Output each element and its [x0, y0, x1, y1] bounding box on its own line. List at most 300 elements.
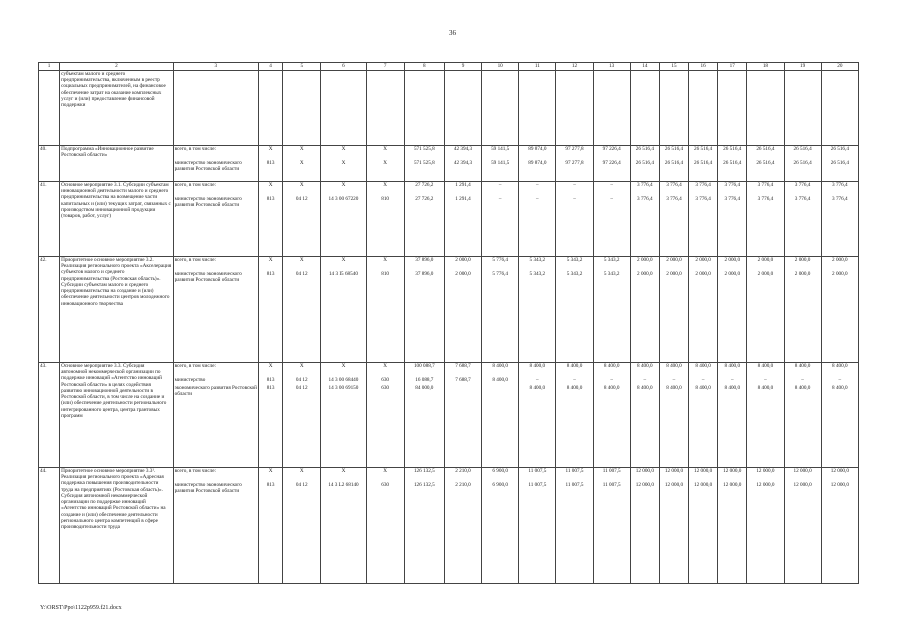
value: 26 516,4: [830, 160, 849, 166]
value: 26 516,4: [635, 160, 654, 166]
value: 3 776,4: [666, 196, 682, 202]
executor-line: всего, в том числе:: [174, 146, 216, 152]
value-cell: [444, 71, 481, 146]
executor-line: всего, в том числе:: [174, 363, 216, 369]
executor-cell: [173, 146, 258, 182]
value: X: [268, 468, 273, 474]
value: 126 132,5: [413, 468, 435, 474]
value-cell: [718, 468, 747, 584]
value: 26 516,4: [694, 160, 713, 166]
column-number: 11: [519, 63, 556, 71]
value: [483, 385, 517, 393]
value: 100 088,7: [413, 363, 435, 369]
value: 5 343,2: [566, 271, 583, 277]
value: 810: [381, 271, 390, 277]
row-number: 42.: [39, 257, 60, 363]
table-row: [39, 146, 859, 182]
value: 11 007,5: [528, 468, 547, 474]
value: –: [573, 182, 576, 188]
measure-name: Подпрограмма «Инновационное развитие Ростовской области»: [60, 146, 174, 182]
value-cell: [366, 257, 404, 363]
value-cell: [689, 146, 718, 182]
value: –: [573, 377, 576, 383]
value-cell: [784, 363, 821, 468]
value-cell: [283, 257, 321, 363]
table-row: [39, 71, 859, 146]
value: 26 516,4: [793, 160, 812, 166]
value-cell: [259, 468, 283, 584]
column-number: 19: [784, 63, 821, 71]
value-cell: [519, 468, 556, 584]
value: 8 400,0: [637, 363, 653, 369]
value-cell: [444, 182, 481, 257]
value: 5 343,2: [566, 257, 583, 263]
value: 12 000,0: [756, 468, 775, 474]
value: 5 343,2: [603, 257, 620, 263]
value: X: [299, 146, 304, 152]
value-cell: [404, 468, 444, 584]
value: 2 000,0: [695, 271, 711, 277]
value: 12 000,0: [635, 482, 654, 488]
value: 813: [266, 271, 275, 277]
value-cell: [593, 468, 630, 584]
value: 8 400,0: [529, 363, 546, 369]
value-cell: [482, 468, 519, 584]
value: 3 776,4: [794, 196, 811, 202]
value: X: [268, 146, 273, 152]
value-cell: [259, 146, 283, 182]
value: 8 400,0: [492, 377, 508, 383]
column-number: 6: [321, 63, 366, 71]
value-cell: [519, 257, 556, 363]
value: 26 516,4: [756, 160, 775, 166]
value-cell: [259, 257, 283, 363]
value: –: [573, 196, 576, 202]
value-cell: [259, 363, 283, 468]
value: 26 516,4: [723, 160, 742, 166]
value: 2 000,0: [724, 257, 741, 263]
value-cell: [259, 71, 283, 146]
value: 26 516,4: [830, 146, 849, 152]
value: –: [730, 377, 734, 383]
value: 2 000,0: [757, 257, 774, 263]
value: 2 000,0: [794, 257, 811, 263]
value-cell: [366, 182, 404, 257]
executor-line: всего, в том числе:: [174, 257, 216, 263]
executor-cell: [173, 257, 258, 363]
value-cell: [366, 71, 404, 146]
value-cell: [404, 257, 444, 363]
value: 11 007,5: [528, 482, 547, 488]
value: 12 000,0: [793, 468, 812, 474]
value: 97 226,4: [602, 146, 621, 152]
value-cell: [689, 71, 718, 146]
value-cell: [718, 71, 747, 146]
value: X: [268, 363, 273, 369]
value-cell: [321, 71, 366, 146]
value: 6 900,0: [492, 482, 508, 488]
value: X: [299, 257, 304, 263]
value-cell: [444, 363, 481, 468]
value: 3 776,4: [794, 182, 811, 188]
value: X: [299, 160, 304, 166]
value: 26 516,4: [723, 146, 742, 152]
value-cell: [689, 363, 718, 468]
column-number: 3: [173, 63, 258, 71]
value: 3 776,4: [724, 182, 741, 188]
value: 26 516,4: [664, 160, 684, 166]
value: 12 000,0: [723, 482, 742, 488]
executor-line: министерство экономического развития Ростовской области: [174, 271, 242, 284]
value: X: [299, 468, 304, 474]
executor-cell: [173, 182, 258, 257]
value: 12 000,0: [830, 482, 849, 488]
value-cell: [689, 468, 718, 584]
value: 04 12: [295, 196, 308, 202]
executor-line: министерство: [174, 377, 206, 383]
value: X: [383, 160, 387, 166]
executor-cell: [173, 468, 258, 584]
value-cell: [556, 363, 593, 468]
value: –: [672, 377, 676, 383]
value: –: [801, 377, 804, 383]
value-cell: [784, 71, 821, 146]
value-cell: [689, 182, 718, 257]
value-cell: [630, 71, 659, 146]
value: 14 3 L2 68140: [328, 482, 359, 488]
value-cell: [482, 182, 519, 257]
value: 571 525,8: [413, 146, 435, 152]
value: 89 874,0: [528, 146, 547, 152]
value: 2 000,0: [724, 271, 741, 277]
table-row: [39, 363, 859, 468]
value: 5 776,4: [492, 257, 508, 263]
executor-cell: [173, 363, 258, 468]
value: 630: [381, 482, 390, 488]
value: 2 210,0: [455, 482, 471, 488]
value-cell: [404, 182, 444, 257]
value: –: [643, 377, 647, 383]
column-number: 16: [689, 63, 718, 71]
value: 12 000,0: [635, 468, 654, 474]
value-cell: [821, 146, 858, 182]
executor-cell: [173, 71, 258, 146]
executor-line: министерство экономического развития Ростовской области: [174, 482, 242, 495]
value: 3 776,4: [724, 196, 741, 202]
column-number: 7: [366, 63, 404, 71]
value: 3 776,4: [832, 182, 848, 188]
value: 813: [266, 196, 275, 202]
value-cell: [519, 146, 556, 182]
value: X: [383, 182, 387, 188]
value: 8 400,0: [566, 363, 583, 369]
value: 97 277,8: [565, 146, 584, 152]
value-cell: [404, 71, 444, 146]
value: 8 400,0: [695, 363, 711, 369]
file-path-footer: Y:\ORST\Ppo\1122p959.f21.docx: [40, 605, 122, 611]
value: 2 000,0: [637, 257, 653, 263]
value: 14 3 00 68440: [328, 377, 359, 383]
value-cell: [482, 363, 519, 468]
value-cell: [321, 257, 366, 363]
value: 2 000,0: [832, 257, 848, 263]
table-row: [39, 182, 859, 257]
value: 2 000,0: [757, 271, 774, 277]
column-number: 2: [60, 63, 174, 71]
value-cell: [593, 71, 630, 146]
value-cell: [747, 257, 784, 363]
value: X: [341, 363, 346, 369]
value: 37 896,0: [415, 257, 434, 263]
value: 12 000,0: [756, 482, 775, 488]
value: 2 000,0: [794, 271, 811, 277]
value: X: [341, 160, 346, 166]
value-cell: [321, 468, 366, 584]
value: 59 141,5: [491, 160, 510, 166]
value: 5 343,2: [603, 271, 620, 277]
value-cell: [321, 146, 366, 182]
value-cell: [556, 468, 593, 584]
value: X: [383, 363, 387, 369]
value: 3 776,4: [637, 182, 653, 188]
value: 2 000,0: [637, 271, 653, 277]
value: 2 000,0: [666, 257, 682, 263]
value-cell: [259, 182, 283, 257]
value: 2 000,0: [455, 271, 471, 277]
executor-line: всего, в том числе:: [174, 182, 216, 188]
value: 12 000,0: [830, 468, 849, 474]
value: 59 141,5: [491, 146, 510, 152]
column-number: 14: [630, 63, 659, 71]
value: 5 343,2: [529, 257, 546, 263]
column-number: 18: [747, 63, 784, 71]
value-cell: [784, 257, 821, 363]
value-cell: [519, 71, 556, 146]
value: X: [383, 257, 387, 263]
measure-name: Основное мероприятие 3.3. Субсидия автономной некоммерческой организации по поддержке инноваций «Агентство инноваций Ростовской области» в целях содействия развитию инновационной деятельности в Ростовской области, в том числе на создание и (или) обеспечение деятельности регионального интегрированного центра, центра грантовых программ: [60, 363, 174, 468]
value-cell: [821, 182, 858, 257]
value: –: [536, 196, 539, 202]
value-cell: [404, 363, 444, 468]
value: 16 088,7: [415, 377, 434, 383]
value-cell: [747, 182, 784, 257]
value-cell: [321, 363, 366, 468]
value: X: [383, 468, 387, 474]
value: 810: [381, 196, 390, 202]
value-cell: [556, 257, 593, 363]
value: X: [341, 468, 346, 474]
value: 12 000,0: [664, 482, 684, 488]
column-number: 8: [404, 63, 444, 71]
value: X: [341, 257, 346, 263]
column-number: 17: [718, 63, 747, 71]
value: –: [701, 377, 705, 383]
value: 26 516,4: [694, 146, 713, 152]
value-cell: [630, 182, 659, 257]
value-cell: [718, 363, 747, 468]
value: 2 000,0: [832, 271, 848, 277]
executor-line: министерство экономического развития Ростовской области: [174, 160, 242, 173]
value: 84 000,0: [415, 385, 434, 391]
value: 8 400,0: [757, 385, 774, 391]
value: 3 776,4: [757, 182, 774, 188]
value: 630: [381, 377, 390, 383]
value: [446, 385, 480, 393]
column-number: 4: [259, 63, 283, 71]
value: 11 007,5: [565, 482, 584, 488]
value-cell: [593, 257, 630, 363]
page-number: 36: [449, 29, 456, 37]
value: X: [383, 146, 387, 152]
value: X: [341, 182, 346, 188]
value: 2 000,0: [666, 271, 682, 277]
value: 3 776,4: [695, 182, 711, 188]
column-number: 12: [556, 63, 593, 71]
value-cell: [821, 363, 858, 468]
value: –: [838, 377, 842, 383]
value: 8 400,0: [832, 385, 848, 391]
value-cell: [821, 468, 858, 584]
value-cell: [321, 182, 366, 257]
row-number: 44.: [39, 468, 60, 584]
value: 12 000,0: [723, 468, 742, 474]
value-cell: [593, 363, 630, 468]
value: 3 776,4: [757, 196, 774, 202]
executor-line: министерство экономического развития Ростовской области: [174, 196, 242, 209]
value: 8 400,0: [566, 385, 583, 391]
value: 11 007,5: [602, 468, 621, 474]
value: 04 12: [295, 271, 308, 277]
value-cell: [821, 71, 858, 146]
value: 42 394,3: [453, 146, 473, 152]
value-cell: [366, 146, 404, 182]
value: 3 776,4: [695, 196, 711, 202]
column-number: 20: [821, 63, 858, 71]
value-cell: [718, 182, 747, 257]
value: 2 000,0: [695, 257, 711, 263]
value-cell: [482, 146, 519, 182]
value: 14 3 00 69150: [328, 385, 359, 391]
value: 8 400,0: [666, 363, 682, 369]
value: 89 874,0: [528, 160, 547, 166]
value-cell: [718, 257, 747, 363]
value: –: [610, 196, 613, 202]
value: 3 776,4: [832, 196, 848, 202]
value: 5 343,2: [529, 271, 546, 277]
column-number: 5: [283, 63, 321, 71]
value-cell: [482, 257, 519, 363]
value: 14 3 I5 68540: [328, 271, 358, 277]
value-cell: [630, 257, 659, 363]
value: 6 900,0: [492, 468, 508, 474]
value: –: [610, 377, 613, 383]
value-cell: [366, 468, 404, 584]
measure-name: Основное мероприятие 3.1. Субсидии субъектам инновационной деятельности малого и среднего предпринимательства на возмещение части капитальных и (или) текущих затрат, связанных с производством инновационной продукции (товаров, работ, услуг): [60, 182, 174, 257]
value: 26 516,4: [664, 146, 684, 152]
value: 7 688,7: [455, 363, 471, 369]
value-cell: [747, 468, 784, 584]
value: 12 000,0: [664, 468, 684, 474]
value: 5 776,4: [492, 271, 508, 277]
value-cell: [784, 468, 821, 584]
executor-line: всего, в том числе:: [174, 468, 216, 474]
value: 14 3 00 67220: [328, 196, 359, 202]
value: X: [299, 363, 304, 369]
value-cell: [283, 71, 321, 146]
value-cell: [556, 182, 593, 257]
value: 8 400,0: [666, 385, 682, 391]
value: 12 000,0: [793, 482, 812, 488]
value: 126 132,5: [413, 482, 435, 488]
value-cell: [283, 363, 321, 468]
value-cell: [659, 71, 688, 146]
value: 04 12: [295, 385, 308, 391]
value-cell: [556, 71, 593, 146]
value: 2 000,0: [455, 257, 471, 263]
measure-name: Приоритетное основное мероприятие 3.3¹. Реализация регионального проекта «Адресная поддержка повышения производительности труда на предприятиях (Ростовская область)». Субсидия автономной некоммерческой организации по поддержке инноваций «Агентство инноваций Ростовской области» на создание и (или) обеспечение деятельности регионального центра компетенций в сфере производительности труда: [60, 468, 174, 584]
value: 813: [266, 385, 275, 391]
value: 8 400,0: [794, 363, 811, 369]
value-cell: [519, 363, 556, 468]
value: 7 688,7: [455, 377, 471, 383]
value: –: [610, 182, 613, 188]
value-cell: [747, 71, 784, 146]
value-cell: [659, 146, 688, 182]
value: 2 210,0: [455, 468, 471, 474]
value: X: [299, 182, 304, 188]
value-cell: [519, 182, 556, 257]
value: 8 400,0: [637, 385, 653, 391]
value-cell: [404, 146, 444, 182]
measure-name: Приоритетное основное мероприятие 3.2. Реализация регионального проекта «Акселерация субъектов малого и среднего предпринимательства (Ростовская область)». Субсидии субъектам малого и среднего предпринимательства на создание и (или) обеспечение деятельности центров молодежного инновационного творчества: [60, 257, 174, 363]
value-cell: [593, 146, 630, 182]
value-cell: [556, 146, 593, 182]
value: –: [498, 182, 502, 188]
value: 26 516,4: [635, 146, 654, 152]
value-cell: [630, 146, 659, 182]
column-number-row: [39, 63, 859, 71]
value: 1 291,4: [455, 196, 471, 202]
value: 8 400,0: [492, 363, 508, 369]
value-cell: [689, 257, 718, 363]
value: 3 776,4: [637, 196, 653, 202]
value-cell: [366, 363, 404, 468]
value-cell: [444, 146, 481, 182]
value: 26 516,4: [756, 146, 775, 152]
column-number: 13: [593, 63, 630, 71]
value: 630: [381, 385, 390, 391]
value: 11 007,5: [602, 482, 621, 488]
value: 571 525,8: [413, 160, 435, 166]
value-cell: [283, 182, 321, 257]
value: X: [268, 257, 273, 263]
row-number: [39, 71, 60, 146]
measure-name: субъектам малого и среднего предпринимательства, включенным в реестр социальных предпринимателей, на финансовое обеспечение затрат на оказание комплексных услуг и (или) предоставление финансовой поддержки: [60, 71, 174, 146]
value: 27 726,2: [415, 196, 434, 202]
column-number: 1: [39, 63, 60, 71]
value: 37 896,0: [415, 271, 434, 277]
value-cell: [283, 468, 321, 584]
value-cell: [283, 146, 321, 182]
value: 8 400,0: [794, 385, 811, 391]
value: 27 726,2: [415, 182, 434, 188]
value-cell: [718, 146, 747, 182]
row-number: 41.: [39, 182, 60, 257]
value: 12 000,0: [694, 482, 713, 488]
value: 8 400,0: [695, 385, 711, 391]
value: 97 226,4: [602, 160, 621, 166]
value: 8 400,0: [757, 363, 774, 369]
